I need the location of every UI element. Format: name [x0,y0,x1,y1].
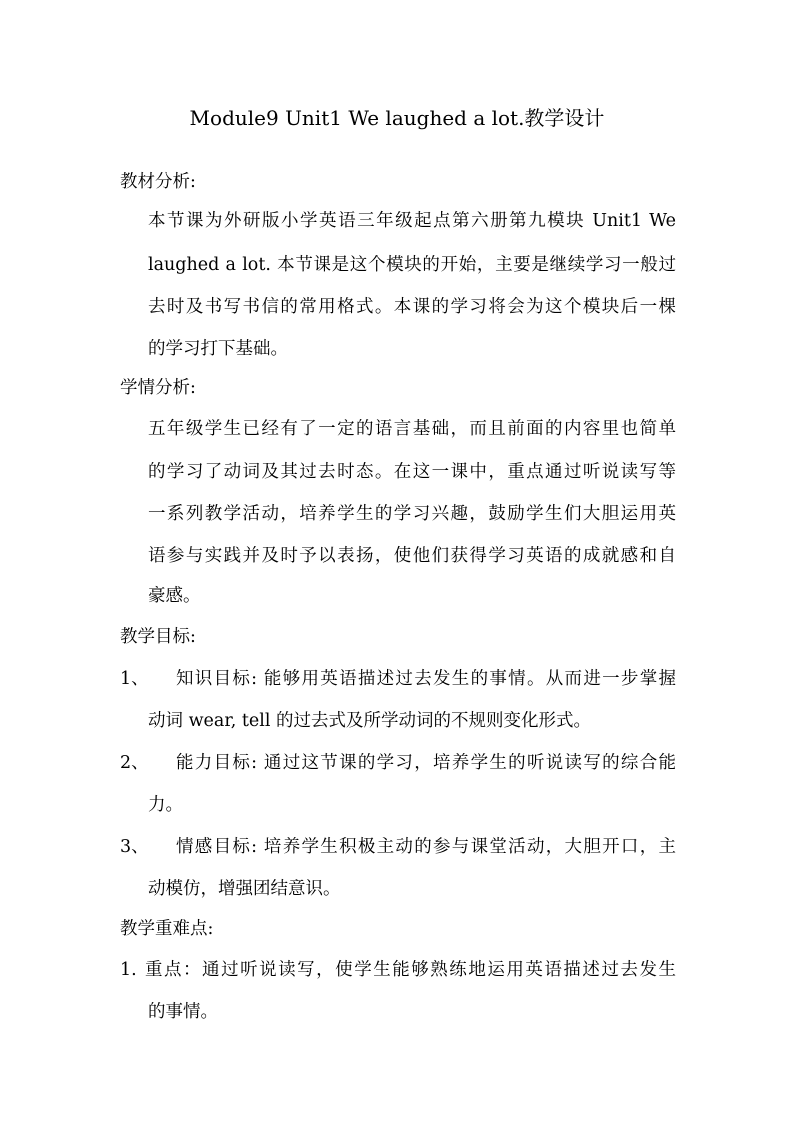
item-continuation: 力。 [148,795,183,815]
paragraph-line: 五年级学生已经有了一定的语言基础，而且前面的内容里也简单 [148,419,676,439]
item-text: 重点：通过听说读写，使学生能够熟练地运用英语描述过去发生 [145,960,676,980]
document-title: Module9 Unit1 We laughed a lot.教学设计 [189,106,605,130]
item-text: 能力目标: 通过这节课的学习，培养学生的听说读写的综合能 [176,753,676,773]
section-heading-textbook-analysis: 教材分析: [120,172,196,192]
section-heading-key-points: 教学重难点: [120,919,214,939]
item-number: 3、 [120,837,149,857]
section-heading-teaching-objectives: 教学目标: [120,627,196,647]
paragraph-line: 的学习打下基础。 [148,339,288,359]
item-continuation: 动词 wear, tell 的过去式及所学动词的不规则变化形式。 [148,711,592,731]
paragraph-line: 一系列教学活动，培养学生的学习兴趣，鼓励学生们大胆运用英 [148,504,676,524]
paragraph-line: 去时及书写书信的常用格式。本课的学习将会为这个模块后一棵 [148,297,676,317]
item-text: 情感目标: 培养学生积极主动的参与课堂活动，大胆开口，主 [176,837,676,857]
item-number: 2、 [120,753,149,773]
item-continuation: 动模仿，增强团结意识。 [148,879,341,899]
item-text: 知识目标: 能够用英语描述过去发生的事情。从而进一步掌握 [176,669,676,689]
paragraph-line: 本节课为外研版小学英语三年级起点第六册第九模块 Unit1 We [148,211,676,231]
paragraph-line: 语参与实践并及时予以表扬，使他们获得学习英语的成就感和自 [148,546,676,566]
paragraph-line: laughed a lot. 本节课是这个模块的开始，主要是继续学习一般过 [148,255,676,275]
paragraph-line: 豪感。 [148,586,201,606]
item-continuation: 的事情。 [148,1002,218,1022]
paragraph-line: 的学习了动词及其过去时态。在这一课中，重点通过听说读写等 [148,462,676,482]
item-number: 1、 [120,669,149,689]
section-heading-student-analysis: 学情分析: [120,378,196,398]
item-number: 1. [120,960,137,980]
